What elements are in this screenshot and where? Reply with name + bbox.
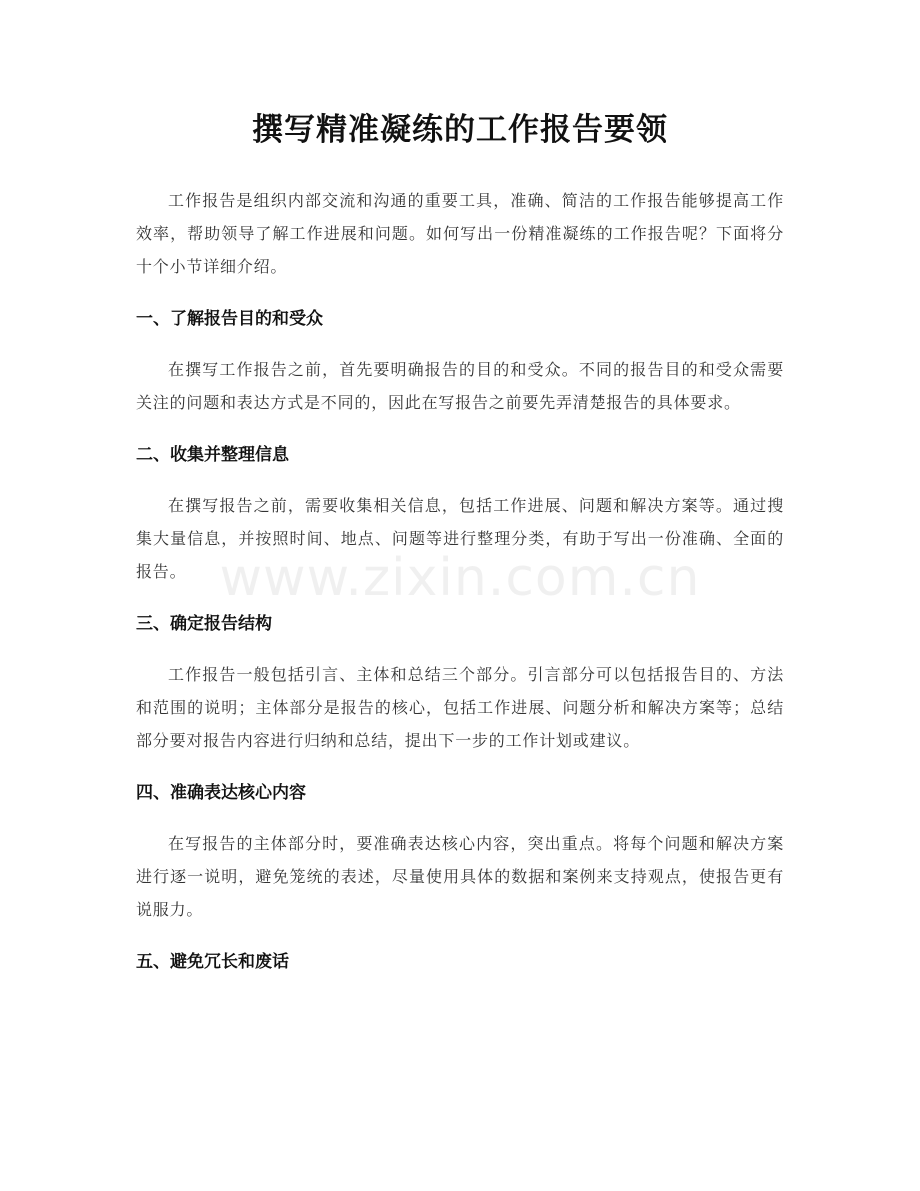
section-body: 在撰写报告之前，需要收集相关信息，包括工作进展、问题和解决方案等。通过搜集大量信息，并按照时间、地点、问题等进行整理分类，有助于写出一份准确、全面的报告。 [136, 496, 784, 581]
watermark-text: www.zixin.com.cn [219, 548, 701, 608]
section-heading: 二、收集并整理信息 [136, 445, 289, 465]
section-heading: 一、了解报告目的和受众 [136, 309, 323, 329]
section-heading: 五、避免冗长和废话 [136, 952, 289, 972]
document-title: 撰写精准凝练的工作报告要领 [252, 112, 668, 148]
section-body: 在写报告的主体部分时，要准确表达核心内容，突出重点。将每个问题和解决方案进行逐一说明，避免笼统的表述，尽量使用具体的数据和案例来支持观点，使报告更有说服力。 [136, 834, 784, 919]
section-body: 在撰写工作报告之前，首先要明确报告的目的和受众。不同的报告目的和受众需要关注的问题和表达方式是不同的，因此在写报告之前要先弄清楚报告的具体要求。 [136, 360, 784, 412]
section-4 [136, 779, 784, 926]
section-heading: 三、确定报告结构 [136, 614, 272, 634]
section-1 [136, 305, 784, 419]
section-body: 工作报告一般包括引言、主体和总结三个部分。引言部分可以包括报告目的、方法和范围的说明；主体部分是报告的核心，包括工作进展、问题分析和解决方案等；总结部分要对报告内容进行归纳和总结，提出下一步的工作计划或建议。 [136, 665, 784, 750]
section-5 [136, 948, 784, 976]
section-3 [136, 610, 784, 757]
intro-paragraph: 工作报告是组织内部交流和沟通的重要工具，准确、简洁的工作报告能够提高工作效率，帮助领导了解工作进展和问题。如何写出一份精准凝练的工作报告呢？下面将分十个小节详细介绍。 [136, 191, 784, 276]
section-heading: 四、准确表达核心内容 [136, 783, 306, 803]
section-2 [136, 441, 784, 588]
